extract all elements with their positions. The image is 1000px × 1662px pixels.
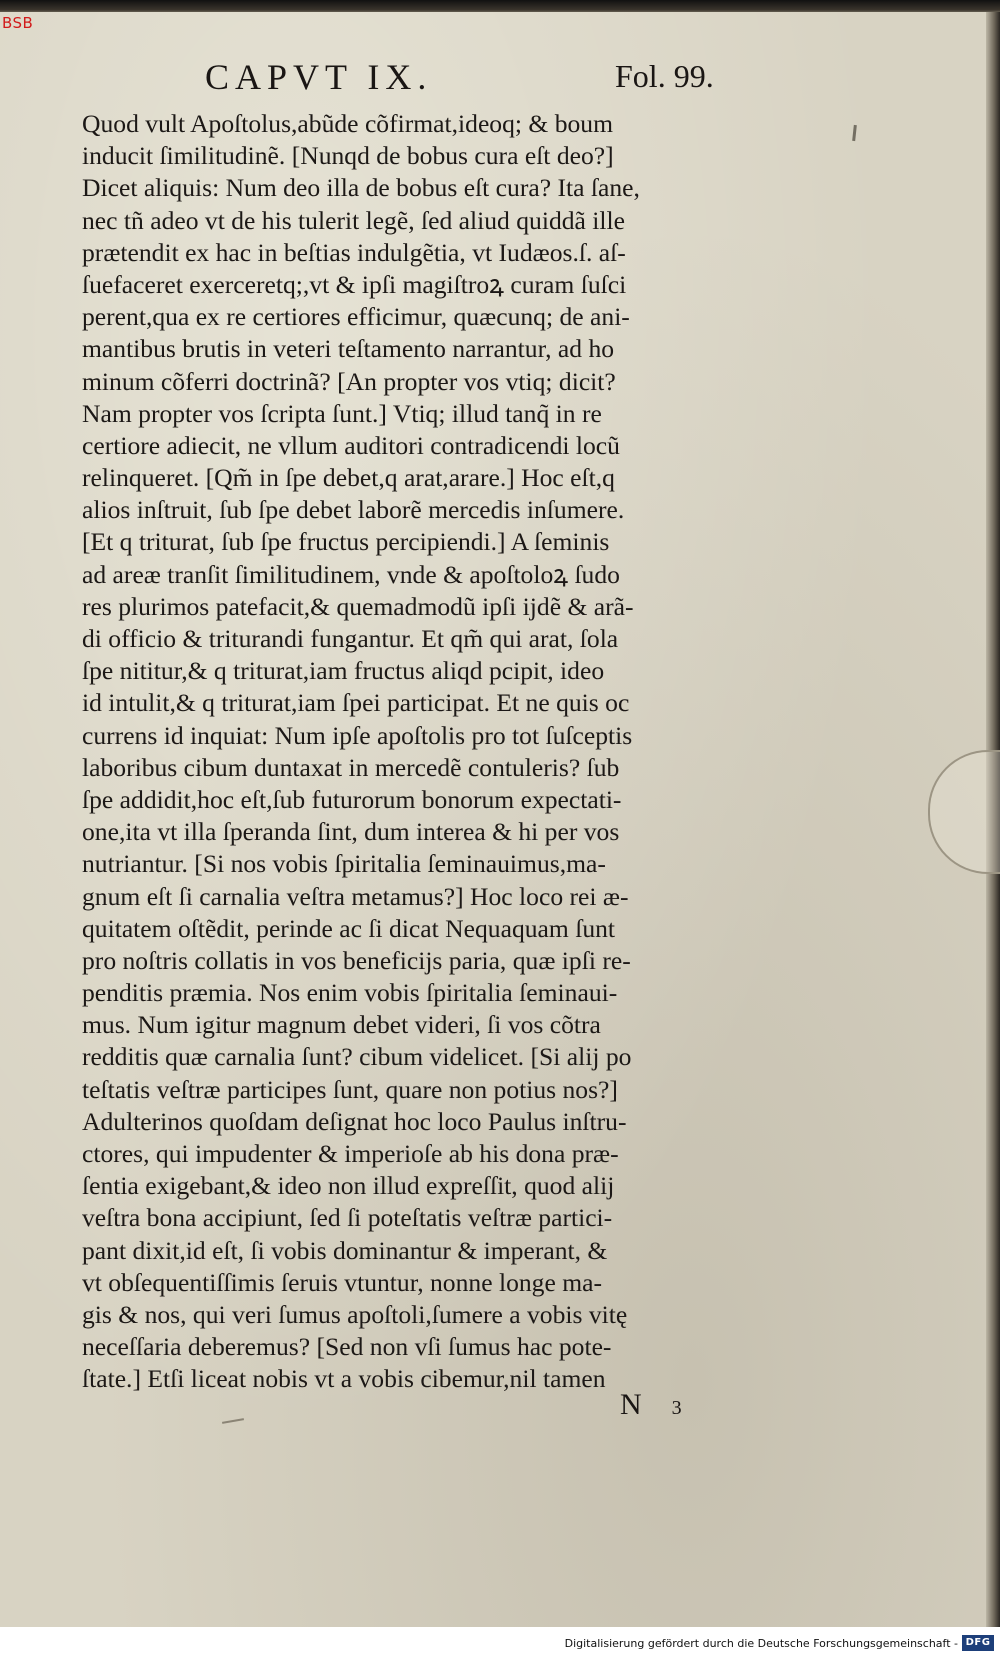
- text-line: pro noſtris collatis in vos beneficijs paria, quæ ipſi re-: [82, 945, 631, 975]
- text-line: Adulterinos quoſdam deſignat hoc loco Paulus inſtru-: [82, 1106, 627, 1136]
- text-line: veſtra bona accipiunt, ſed ſi poteſtatis veſtræ partici-: [82, 1203, 613, 1233]
- text-line: currens id inquiat: Num ipſe apoſtolis pro tot ſuſceptis: [82, 720, 633, 750]
- text-line: laboribus cibum duntaxat in mercedẽ contuleris? ſub: [82, 752, 620, 782]
- text-line: ctores, qui impudenter & imperioſe ab his dona præ-: [82, 1139, 619, 1168]
- dfg-logo: DFG: [962, 1635, 994, 1651]
- text-line: Nam propter vos ſcripta ſunt.] Vtiq; illud tanq̃ in re: [82, 398, 602, 428]
- text-line: ſpe addidit,hoc eſt,ſub futurorum bonorum expectati-: [82, 784, 622, 814]
- text-line: ſentia exigebant,& ideo non illud expreſſit, quod alij: [82, 1171, 615, 1201]
- text-line: ſtate.] Etſi liceat nobis vt a vobis cibemur,nil tamen: [82, 1364, 606, 1394]
- text-line: teſtatis veſtræ participes ſunt, quare non potius nos?]: [82, 1074, 618, 1104]
- text-line: perent,qua ex re certiores efficimur, quæcunq; de ani-: [82, 302, 630, 332]
- running-header: [205, 56, 745, 96]
- text-line: mantibus brutis in veteri teſtamento narrantur, ad ho: [82, 334, 615, 364]
- text-line: redditis quæ carnalia ſunt? cibum videlicet. [Si alij po: [82, 1042, 632, 1072]
- signature-mark: [620, 1388, 682, 1422]
- text-line: pant dixit,id eſt, ſi vobis dominantur & imperant, &: [82, 1235, 608, 1265]
- text-line: Dicet aliquis: Num deo illa de bobus eſt cura? Ita ſane,: [82, 173, 640, 203]
- signature-number: 3: [671, 1397, 682, 1419]
- text-line: vt obſequentiſſimis ſeruis vtuntur, nonne longe ma-: [82, 1267, 603, 1297]
- text-line: nec tñ adeo vt de his tulerit legẽ, ſed aliud quiddã ille: [82, 205, 625, 235]
- text-line: ſuefaceret exerceretq;,vt & ipſi magiſtroꝝ curam ſuſci: [82, 269, 627, 299]
- text-line: mus. Num igitur magnum debet videri, ſi vos cõtra: [82, 1010, 601, 1040]
- text-line: penditis præmia. Nos enim vobis ſpiritalia ſeminaui-: [82, 978, 618, 1008]
- text-line: neceſſaria deberemus? [Sed non vſi ſumus hac pote-: [82, 1332, 612, 1362]
- text-line: di officio & triturandi fungantur. Et qm̃ qui arat, ſola: [82, 624, 619, 653]
- text-line: prætendit ex hac in beſtias indulgẽtia, vt Iudæos.ſ. aſ-: [82, 237, 626, 267]
- signature-letter: N: [620, 1388, 642, 1421]
- funding-credit: Digitalisierung gefördert durch die Deutsche Forschungsgemeinschaft -: [564, 1637, 958, 1650]
- text-line: ſpe nititur,& q triturat,iam fructus aliqd pcipit, ideo: [82, 656, 605, 686]
- text-line: inducit ſimilitudinẽ. [Nunqd de bobus cura eſt deo?]: [82, 141, 614, 171]
- text-line: nutriantur. [Si nos vobis ſpiritalia ſeminauimus,ma-: [82, 849, 606, 879]
- text-line: Quod vult Apoſtolus,abũde cõfirmat,ideoq; & boum: [82, 109, 614, 138]
- text-line: relinqueret. [Qm̃ in ſpe debet,q arat,arare.] Hoc eſt,q: [82, 463, 615, 493]
- text-line: gnum eſt ſi carnalia veſtra metamus?] Hoc loco rei æ-: [82, 881, 629, 911]
- footer-bar: [0, 1627, 1000, 1662]
- text-line: certiore adiecit, ne vllum auditori contradicendi locũ: [82, 430, 620, 460]
- text-line: id intulit,& q triturat,iam ſpei participat. Et ne quis oc: [82, 688, 630, 718]
- text-line: [Et q triturat, ſub ſpe fructus percipiendi.] A ſeminis: [82, 527, 610, 557]
- text-line: ad areæ tranſit ſimilitudinem, vnde & apoſtoloꝝ ſudo: [82, 559, 620, 589]
- text-line: minum cõferri doctrinã? [An propter vos vtiq; dicit?: [82, 366, 616, 396]
- folio-number: Fol. 99.: [615, 58, 714, 94]
- text-line: res plurimos patefacit,& quemadmodũ ipſi ijdẽ & arã-: [82, 591, 634, 621]
- text-line: quitatem oſtẽdit, perinde ac ſi dicat Nequaquam ſunt: [82, 913, 616, 943]
- text-line: alios inſtruit, ſub ſpe debet laborẽ mercedis inſumere.: [82, 495, 625, 525]
- chapter-title: CAPVT IX.: [205, 57, 433, 97]
- text-line: one,ita vt illa ſperanda ſint, dum interea & hi per vos: [82, 817, 620, 847]
- body-text: [82, 108, 782, 1396]
- text-line: gis & nos, qui veri ſumus apoſtoli,ſumere a vobis vitę: [82, 1299, 628, 1329]
- library-mark: BSB: [2, 14, 34, 32]
